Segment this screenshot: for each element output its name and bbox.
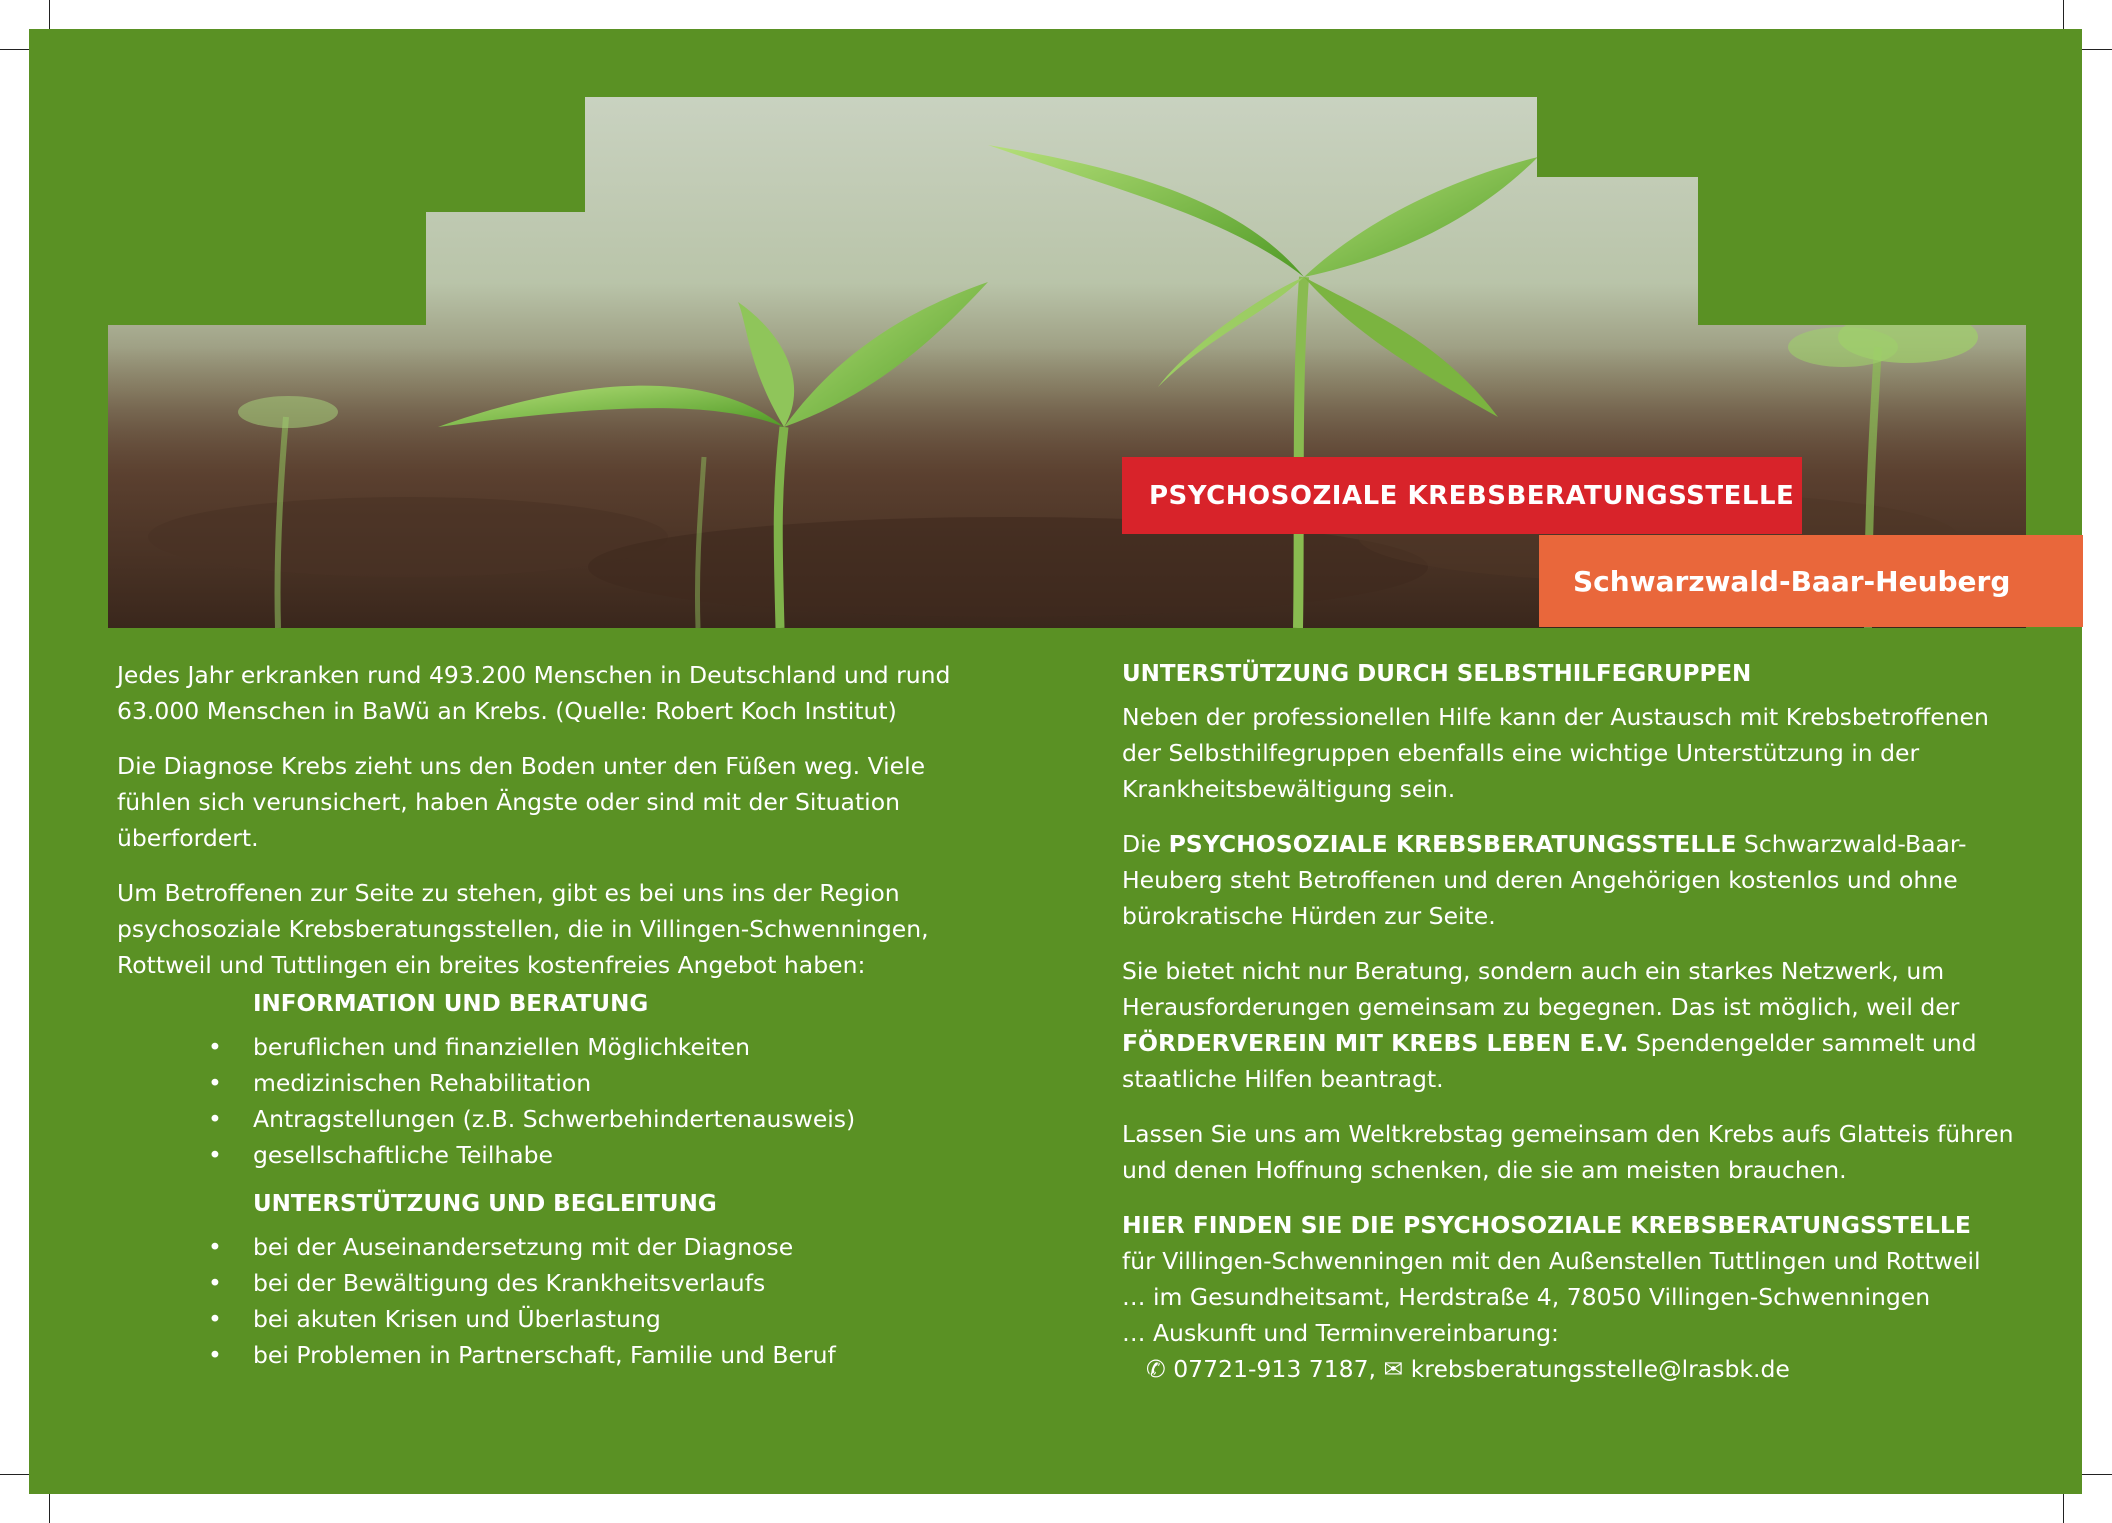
phone-number[interactable]: 07721-913 7187, — [1173, 1355, 1377, 1383]
text-span: Die — [1122, 830, 1169, 858]
crop-mark — [2080, 49, 2112, 50]
crop-mark — [0, 1474, 32, 1475]
text-span: Spendengelder sammelt und staatliche Hilfen beantragt. — [1122, 1029, 1977, 1093]
list-item: • Antragstellungen (z.B. Schwerbehindertenausweis) — [208, 1101, 977, 1137]
self-help-heading: UNTERSTÜTZUNG DURCH SELBSTHILFEGRUPPEN — [1122, 661, 1752, 687]
network-paragraph — [1122, 953, 2022, 1097]
list-item: • bei Problemen in Partnerschaft, Familie und Beruf — [208, 1337, 977, 1373]
list-item: • beruflichen und finanziellen Möglichkeiten — [208, 1029, 977, 1065]
crop-mark — [2080, 1474, 2112, 1475]
contact-address: … im Gesundheitsamt, Herdstraße 4, 78050 Villingen-Schwenningen — [1122, 1283, 1931, 1311]
contact-details — [1122, 1351, 2022, 1387]
crop-mark — [2063, 0, 2064, 32]
left-column — [117, 657, 977, 1381]
crop-mark — [49, 0, 50, 32]
envelope-icon: ✉ — [1383, 1355, 1404, 1383]
region-subtitle: Schwarzwald-Baar-Heuberg — [1539, 535, 2083, 627]
counseling-name: PSYCHOSOZIALE KREBSBERATUNGSSTELLE — [1168, 830, 1737, 858]
list-item: • medizinischen Rehabilitation — [208, 1065, 977, 1101]
text-span: Schwarzwald-Baar-Heuberg steht Betroffenen und deren Angehörigen kostenlos und ohne bürokratische Hürden zur Seite. — [1122, 830, 1967, 930]
self-help-paragraph: Neben der professionellen Hilfe kann der Austausch mit Krebsbetroffenen der Selbsthilfegruppen ebenfalls eine wichtige Unterstützung in der Krankheitsbewältigung sein. — [1122, 703, 1989, 803]
section-heading-information: INFORMATION UND BERATUNG — [253, 991, 649, 1017]
contact-heading: HIER FINDEN SIE DIE PSYCHOSOZIALE KREBSBERATUNGSSTELLE — [1122, 1211, 1971, 1239]
crop-mark — [0, 49, 32, 50]
counseling-paragraph — [1122, 826, 2022, 934]
offer-paragraph: Um Betroffenen zur Seite zu stehen, gibt es bei uns ins der Region psychosoziale Krebsberatungsstellen, die in Villingen-Schwenningen, Rottweil und Tuttlingen ein breites kostenfreies Angebot haben: — [117, 879, 929, 979]
crop-mark — [49, 1491, 50, 1523]
list-item: • bei der Auseinandersetzung mit der Diagnose — [208, 1229, 977, 1265]
contact-locations: für Villingen-Schwenningen mit den Außenstellen Tuttlingen und Rottweil — [1122, 1247, 1981, 1275]
intro-paragraph: Jedes Jahr erkranken rund 493.200 Menschen in Deutschland und rund 63.000 Menschen in BaWü an Krebs. (Quelle: Robert Koch Institut) — [117, 661, 951, 725]
list-item: • bei der Bewältigung des Krankheitsverlaufs — [208, 1265, 977, 1301]
phone-icon: ✆ — [1146, 1355, 1166, 1383]
association-name: FÖRDERVEREIN MIT KREBS LEBEN E.V. — [1122, 1029, 1629, 1057]
support-list — [117, 1229, 977, 1373]
list-item: • bei akuten Krisen und Überlastung — [208, 1301, 977, 1337]
section-heading-support: UNTERSTÜTZUNG UND BEGLEITUNG — [253, 1191, 717, 1217]
contact-info-label: … Auskunft und Terminvereinbarung: — [1122, 1319, 1559, 1347]
right-column — [1122, 657, 2022, 1387]
text-span: Sie bietet nicht nur Beratung, sondern auch ein starkes Netzwerk, um Herausforderungen gemeinsam zu begegnen. Das ist möglich, weil der — [1122, 957, 1960, 1021]
diagnosis-paragraph: Die Diagnose Krebs zieht uns den Boden unter den Füßen weg. Viele fühlen sich verunsichert, haben Ängste oder sind mit der Situation überfordert. — [117, 752, 926, 852]
information-list — [117, 1029, 977, 1173]
email-address[interactable]: krebsberatungsstelle@lrasbk.de — [1410, 1355, 1790, 1383]
world-cancer-day-paragraph: Lassen Sie uns am Weltkrebstag gemeinsam den Krebs aufs Glatteis führen und denen Hoffnung schenken, die sie am meisten brauchen. — [1122, 1120, 2014, 1184]
contact-block — [1122, 1207, 2022, 1387]
list-item: • gesellschaftliche Teilhabe — [208, 1137, 977, 1173]
page-title: PSYCHOSOZIALE KREBSBERATUNGSSTELLE — [1122, 457, 1802, 534]
crop-mark — [2063, 1491, 2064, 1523]
